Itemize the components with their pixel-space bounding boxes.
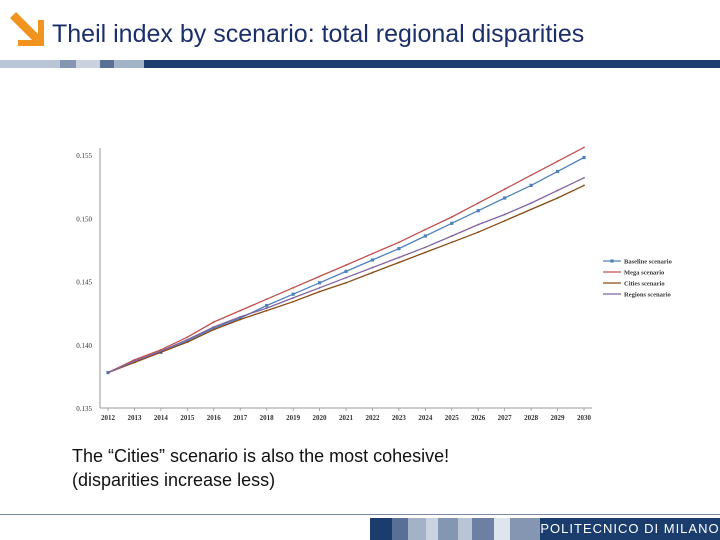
data-point [239, 316, 241, 318]
data-point [292, 301, 294, 303]
data-point [344, 270, 347, 273]
data-point [266, 298, 268, 300]
data-point [424, 234, 427, 237]
x-tick-label: 2020 [312, 414, 327, 422]
data-point [292, 297, 294, 299]
data-point [372, 253, 374, 255]
x-tick-label: 2016 [206, 414, 221, 422]
data-point [477, 202, 479, 204]
data-point [397, 247, 400, 250]
x-tick-label: 2024 [418, 414, 433, 422]
x-tick-label: 2013 [127, 414, 142, 422]
data-point [107, 372, 109, 374]
series-lines [106, 147, 585, 375]
caption-line-1: The “Cities” scenario is also the most cohesive! [72, 446, 450, 466]
data-point [292, 293, 295, 296]
x-tick-label: 2022 [365, 414, 380, 422]
data-point [504, 220, 506, 222]
data-point [503, 196, 506, 199]
data-point [504, 214, 506, 216]
x-tick-label: 2028 [524, 414, 539, 422]
data-point [371, 258, 374, 261]
data-point [318, 281, 321, 284]
caption-line-2: (disparities increase less) [72, 470, 276, 490]
x-tick-label: 2030 [577, 414, 591, 422]
data-point [557, 160, 559, 162]
series-line-regions-scenario [108, 178, 584, 373]
data-point [424, 229, 426, 231]
x-axis-ticks [101, 408, 592, 422]
data-point [186, 339, 188, 341]
data-point [530, 184, 533, 187]
data-point [530, 174, 532, 176]
data-point [450, 222, 453, 225]
data-point [583, 147, 585, 149]
data-point [582, 156, 585, 159]
y-tick-label: 0.145 [76, 278, 92, 287]
x-tick-label: 2029 [550, 414, 565, 422]
y-tick-label: 0.150 [76, 215, 92, 224]
data-point [345, 277, 347, 279]
y-tick-label: 0.155 [76, 152, 92, 160]
theil-line-chart [60, 140, 700, 430]
legend-marker [610, 259, 613, 262]
footer-institution: POLITECNICO DI MILANO [540, 518, 720, 540]
data-point [477, 224, 479, 226]
data-point [398, 257, 400, 259]
series-line-mega-scenario [108, 147, 584, 372]
data-point [345, 282, 347, 284]
data-point [319, 287, 321, 289]
data-point [451, 216, 453, 218]
x-tick-label: 2012 [101, 414, 115, 422]
data-point [186, 341, 188, 343]
data-point [451, 241, 453, 243]
data-point [557, 197, 559, 199]
x-tick-label: 2025 [444, 414, 459, 422]
legend-label: Regions scenario [624, 291, 671, 299]
data-point [477, 209, 480, 212]
data-point [583, 184, 585, 186]
data-point [319, 276, 321, 278]
x-tick-label: 2026 [471, 414, 486, 422]
x-tick-label: 2015 [180, 414, 195, 422]
page-title: Theil index by scenario: total regional disparities [52, 20, 585, 48]
data-point [160, 350, 162, 352]
data-point [239, 319, 241, 321]
x-tick-label: 2018 [259, 414, 274, 422]
data-point [319, 291, 321, 293]
data-point [134, 360, 136, 362]
data-point [213, 321, 215, 323]
data-point [265, 304, 268, 307]
data-point [504, 188, 506, 190]
arrow-down-right-icon [8, 10, 46, 48]
data-point [213, 329, 215, 331]
data-point [556, 170, 559, 173]
data-point [266, 310, 268, 312]
x-tick-label: 2014 [153, 414, 168, 422]
data-point [186, 336, 188, 338]
legend-label: Baseline scenario [624, 258, 672, 266]
x-tick-label: 2021 [339, 414, 353, 422]
data-point [398, 262, 400, 264]
footer-rule [0, 514, 720, 515]
data-point [530, 208, 532, 210]
x-tick-label: 2017 [233, 414, 248, 422]
legend [603, 259, 672, 299]
data-point [424, 252, 426, 254]
data-point [398, 241, 400, 243]
data-point [372, 267, 374, 269]
x-tick-label: 2023 [391, 414, 406, 422]
y-axis-ticks [76, 152, 92, 413]
data-point [451, 235, 453, 237]
legend-label: Mega scenario [624, 269, 665, 277]
data-point [239, 310, 241, 312]
x-tick-label: 2019 [286, 414, 301, 422]
x-tick-label: 2027 [497, 414, 512, 422]
y-tick-label: 0.135 [76, 405, 92, 413]
caption [72, 444, 449, 492]
data-point [530, 202, 532, 204]
data-point [477, 231, 479, 233]
data-point [424, 246, 426, 248]
data-point [345, 264, 347, 266]
data-point [583, 177, 585, 179]
data-point [372, 272, 374, 274]
data-point [213, 326, 215, 328]
data-point [292, 287, 294, 289]
legend-label: Cities scenario [624, 280, 665, 288]
y-tick-label: 0.140 [76, 341, 92, 350]
data-point [557, 190, 559, 192]
data-point [266, 307, 268, 309]
title-rule [0, 60, 720, 68]
chart [60, 140, 700, 430]
